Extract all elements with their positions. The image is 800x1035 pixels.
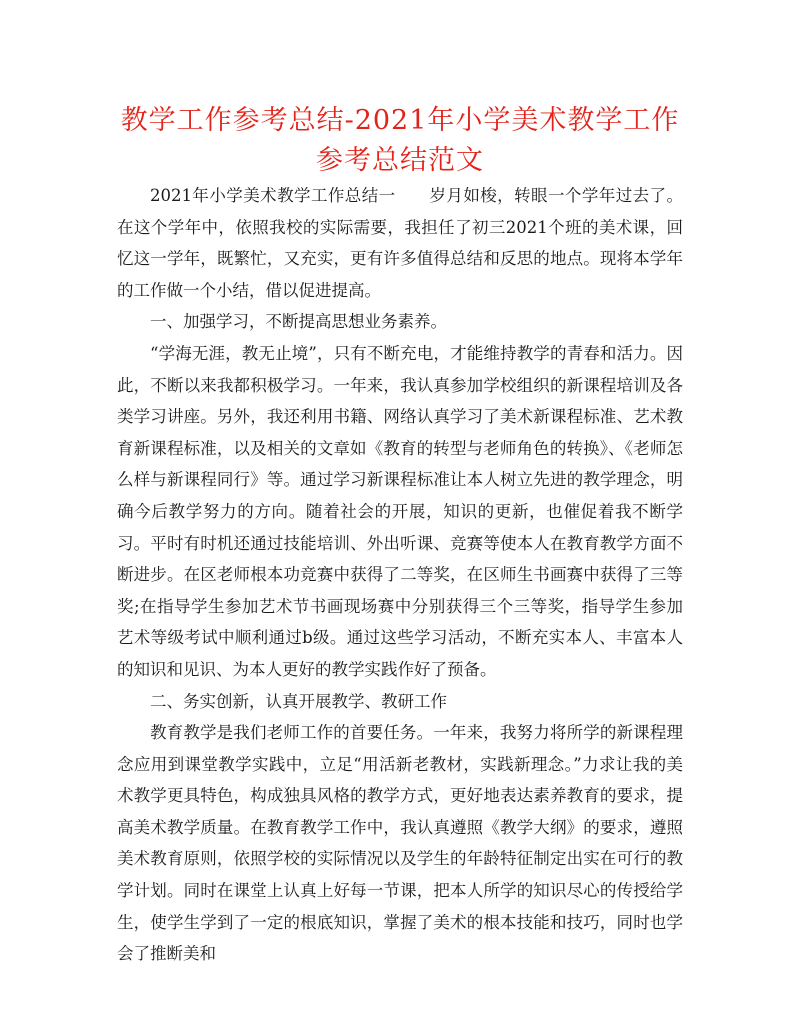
section-heading-1: 一、加强学习，不断提高思想业务素养。 (150, 312, 447, 332)
section-heading-2: 二、务实创新，认真开展教学、教研工作 (150, 691, 447, 711)
paragraph-teaching: 教育教学是我们老师工作的首要任务。一年来，我努力将所学的新课程理念应用到课堂教学实践中，立足“用活新老教材，实践新理念。”力求让我的美术教学更具特色，构成独具风格的教学方式，更好地表达素养教育的要求，提高美术教学质量。在教育教学工作中，我认真遵照《教学大纲》的要求，遵照美术教育原则，依照学校的实际情况以及学生的年龄特征制定出实在可行的教学计划。同时在课堂上认真上好每一节课，把本人所学的知识尽心的传授给学生，使学生学到了一定的根底知识，掌握了美术的根本技能和技巧，同时也学会了推断美和 (117, 723, 683, 964)
document-title: 教学工作参考总结-2021年小学美术教学工作参考总结范文 (120, 105, 680, 176)
document-body (117, 180, 683, 970)
paragraph-study: “学海无涯，教无止境”，只有不断充电，才能维持教学的青春和活力。因此，不断以来我都积极学习。一年来，我认真参加学校组织的新课程培训及各类学习讲座。另外，我还利用书籍、网络认真学习了美术新课程标准、艺术教育新课程标准，以及相关的文章如《教育的转型与老师角色的转换》、《老师怎么样与新课程同行》等。通过学习新课程标准让本人树立先进的教学理念，明确今后教学努力的方向。随着社会的开展，知识的更新，也催促着我不断学习。平时有时机还通过技能培训、外出听课、竞赛等使本人在教育教学方面不断进步。在区老师根本功竞赛中获得了二等奖，在区师生书画赛中获得了三等奖;在指导学生参加艺术节书画现场赛中分别获得三个三等奖，指导学生参加艺术等级考试中顺利通过b级。通过这些学习活动，不断充实本人、丰富本人的知识和见识、为本人更好的教学实践作好了预备。 (117, 343, 683, 679)
paragraph-intro: 2021年小学美术教学工作总结一 岁月如梭，转眼一个学年过去了。在这个学年中，依照我校的实际需要，我担任了初三2021个班的美术课，回忆这一学年，既繁忙，又充实，更有许多值得总结和反思的地点。现将本学年的工作做一个小结，借以促进提高。 (117, 186, 683, 300)
